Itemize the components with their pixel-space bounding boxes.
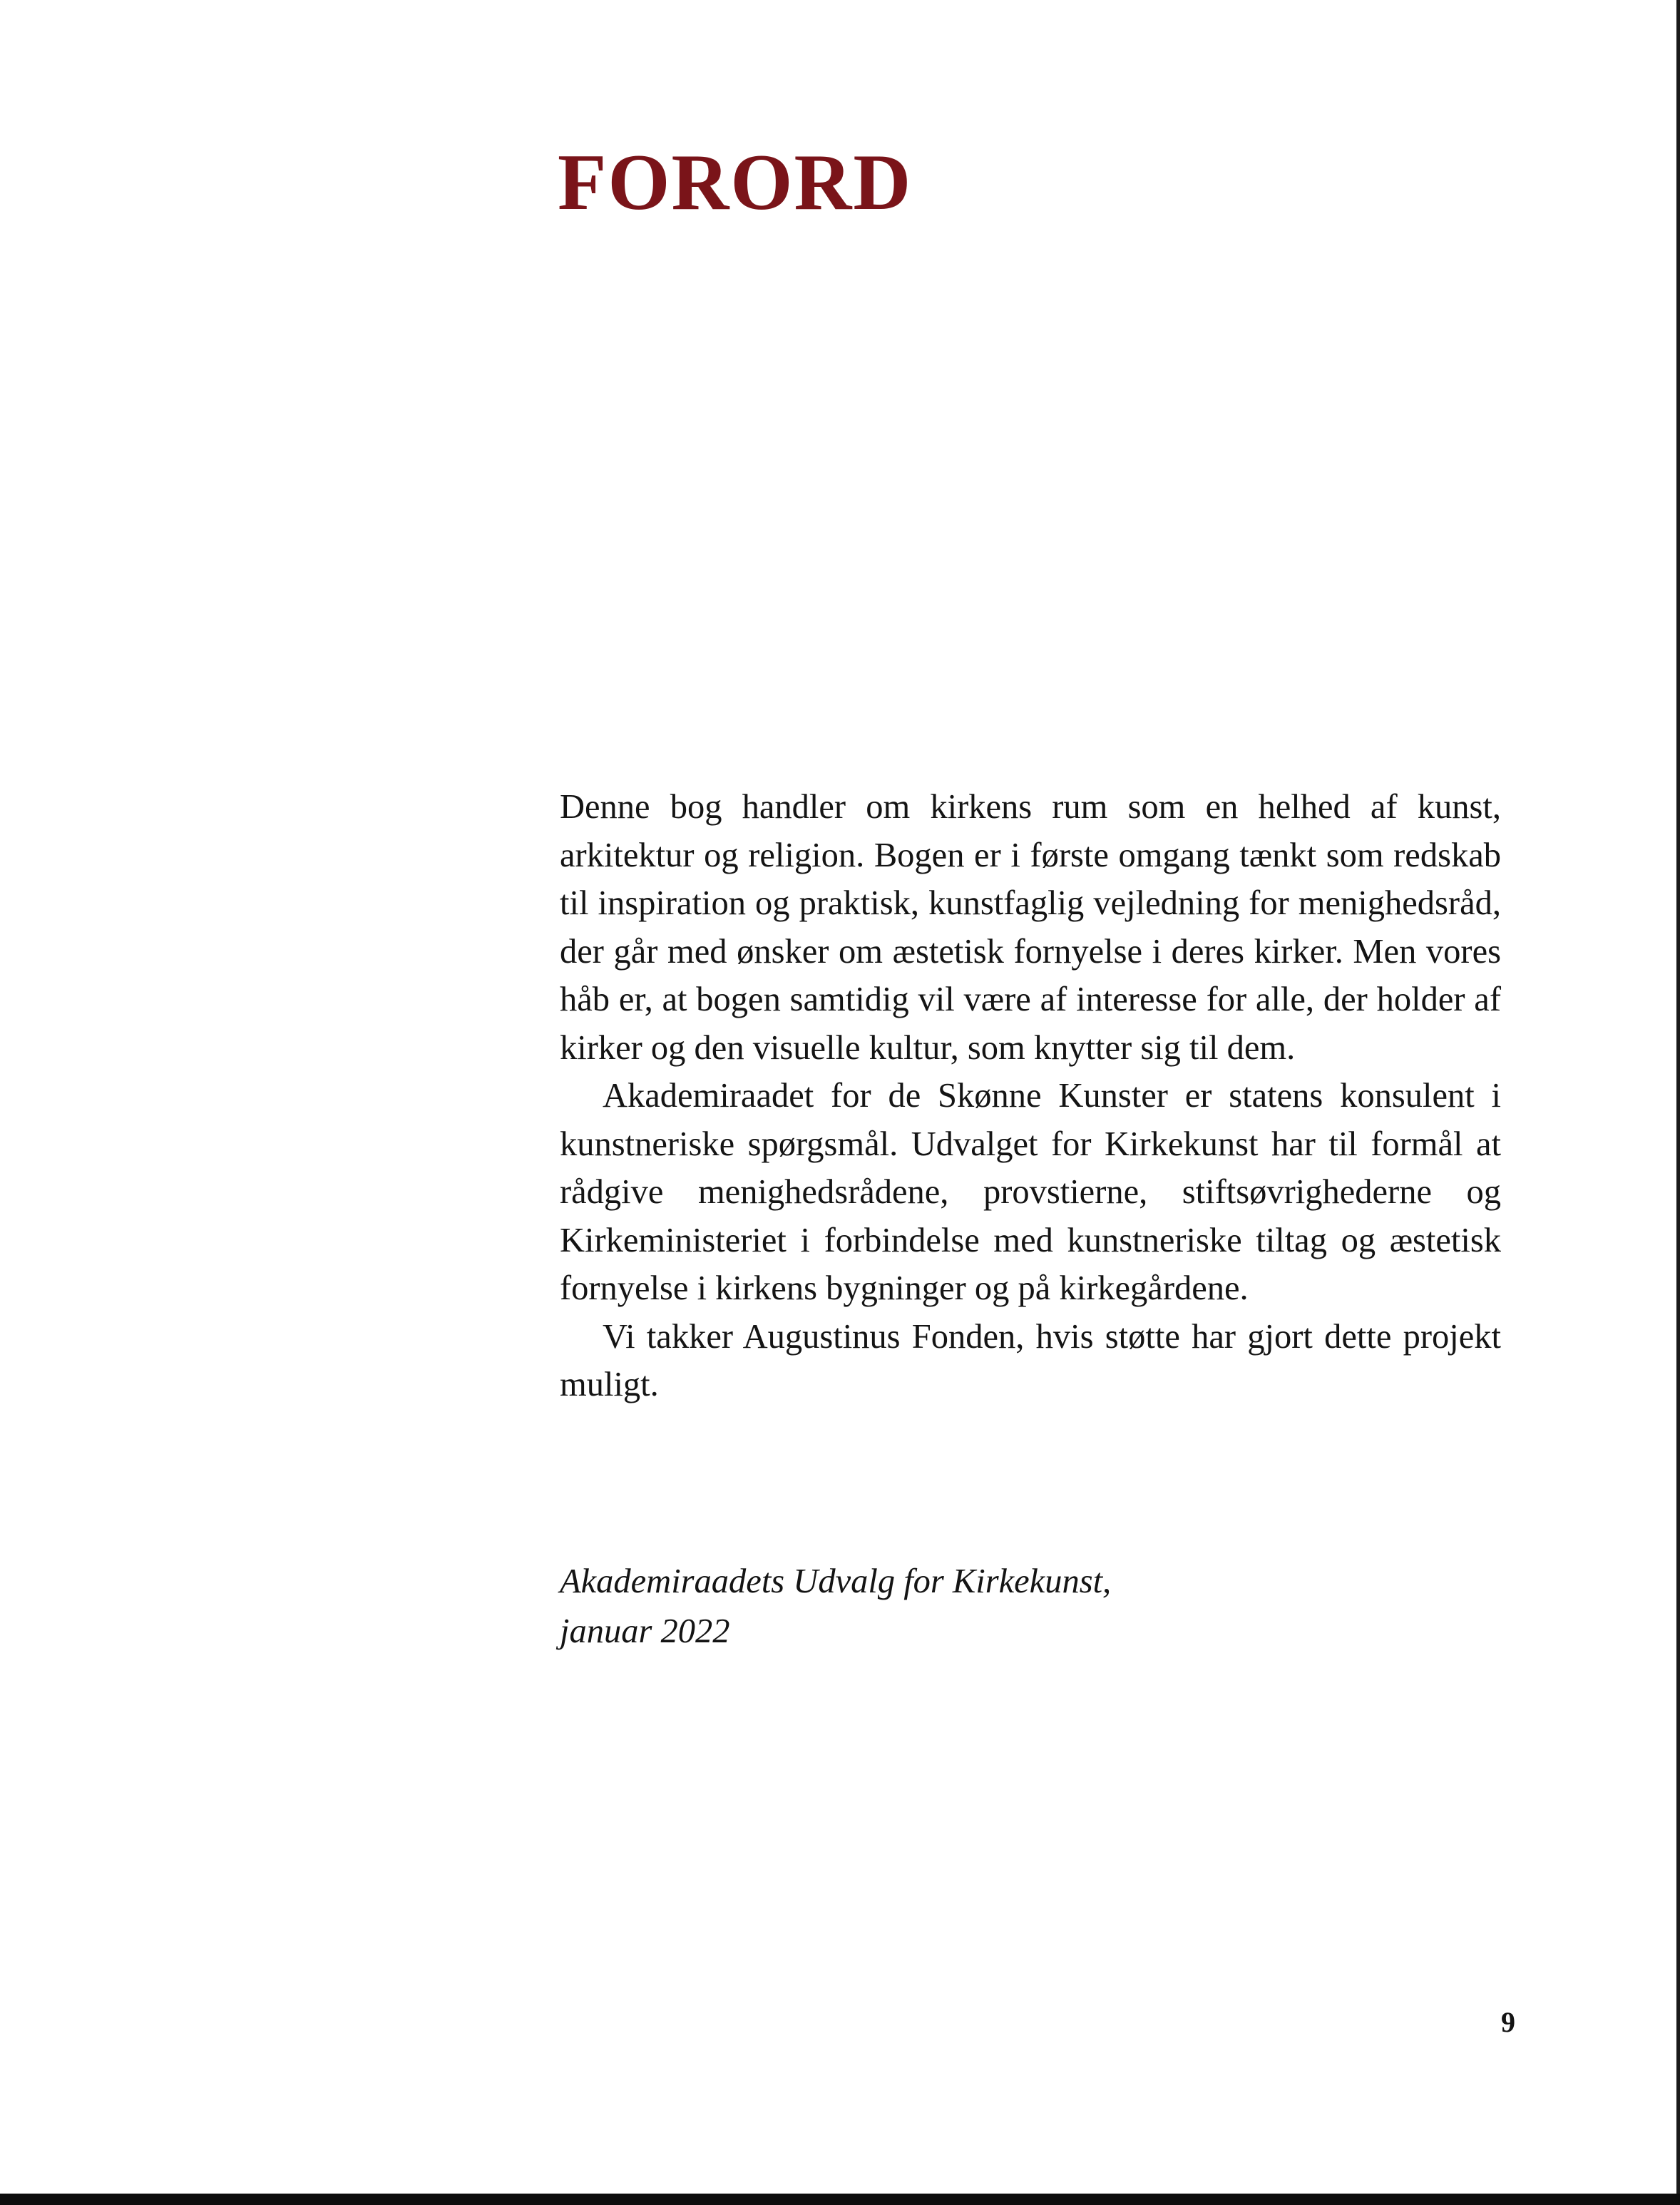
signature-line-1: Akademiraadets Udvalg for Kirkekunst, bbox=[560, 1562, 1112, 1600]
foreword-body bbox=[560, 783, 1501, 1409]
paragraph-2: Akademiraadet for de Skønne Kunster er statens konsulent i kunstneriske spørgsmål. Udvalget for Kirkekunst har til formål at rådgive menighedsrådene, provstierne, stiftsøvrighederne og Kirkeministeriet i forbindelse med kunstneriske tiltag og æstetisk fornyelse i kirkens bygninger og på kirkegårdene. bbox=[560, 1077, 1501, 1307]
page-edge-right bbox=[1676, 0, 1680, 2205]
page-edge-bottom bbox=[0, 2194, 1680, 2205]
page-title: FORORD bbox=[558, 138, 913, 227]
signature-block bbox=[560, 1557, 1111, 1657]
paragraph-3: Vi takker Augustinus Fonden, hvis støtte har gjort dette projekt muligt. bbox=[560, 1317, 1501, 1403]
signature-line-2: januar 2022 bbox=[560, 1612, 730, 1650]
paragraph-1: Denne bog handler om kirkens rum som en helhed af kunst, arkitektur og religion. Bogen er i første omgang tænkt som redskab til inspiration og praktisk, kunstfaglig vejledning for menighedsråd, der går med ønsker om æstetisk fornyelse i deres kirker. Men vores håb er, at bogen samtidig vil være af interesse for alle, der holder af kirker og den visuelle kultur, som knytter sig til dem. bbox=[560, 788, 1501, 1067]
page-number: 9 bbox=[1501, 2006, 1515, 2038]
